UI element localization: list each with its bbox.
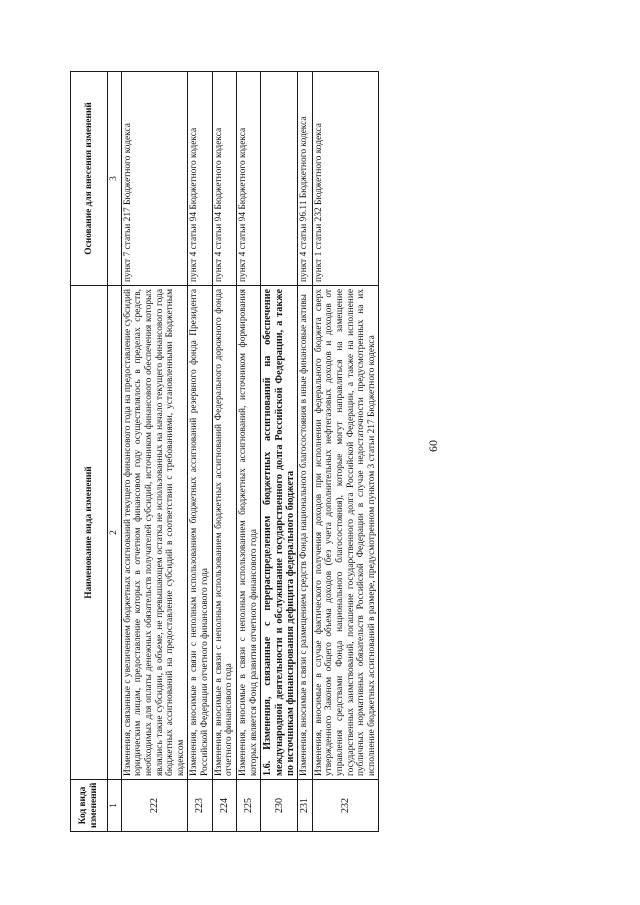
changes-table [70, 71, 379, 832]
row-name: Изменения, вносимые в связи с неполным использованием бюджетных ассигнований, источником формирования которых является Фонд развития отчетного финансового года [236, 286, 260, 780]
row-basis: пункт 4 статьи 94 Бюджетного кодекса [212, 72, 236, 286]
row-code: 225 [236, 780, 260, 832]
row-name: Изменения, вносимые в связи с размещением средств Фонда национального благосостояния в иные финансовые активы [298, 286, 312, 780]
row-name: Изменения, вносимые в связи с неполным использованием бюджетных ассигнований резервного фонда Президента Российской Федерации отчетного финансового года [188, 286, 212, 780]
section-heading: 1.6. Изменения, связанные с перераспределением бюджетных ассигнований на обеспечение международной деятельности и обслуживание государственного долга Российской Федерации, а также по источникам финансирования дефицита федерального бюджета [261, 286, 298, 780]
column-number: 1 [108, 780, 122, 832]
rotated-page-content [70, 72, 550, 832]
row-code: 222 [121, 780, 188, 832]
row-basis: пункт 1 статьи 232 Бюджетного кодекса [312, 72, 379, 286]
row-code: 223 [188, 780, 212, 832]
header-name: Наименование вида изменений [71, 286, 108, 780]
row-basis: пункт 7 статьи 217 Бюджетного кодекса [121, 72, 188, 286]
column-number: 2 [108, 286, 122, 780]
table-row [298, 72, 312, 832]
row-name: Изменения, связанные с увеличением бюджетных ассигнований текущего финансового года на предоставление субсидий юридическим лицам, предоставление которых в отчетном финансовом году осуществлялось в пределах средств, необходимых для оплаты денежных обязательств получателей субсидий, источником финансового обеспечения которых являлись такие субсидии, в объеме, не превышающем остатка не использованных на начало текущего финансового года бюджетных ассигнований на предоставление субсидий в соответствии с требованиями, установленными Бюджетным кодексом [121, 286, 188, 780]
column-number: 3 [108, 72, 122, 286]
row-basis: пункт 4 статьи 96.11 Бюджетного кодекса [298, 72, 312, 286]
table-row [188, 72, 212, 832]
table-header-row [71, 72, 108, 832]
row-basis: пункт 4 статьи 94 Бюджетного кодекса [236, 72, 260, 286]
row-code: 232 [312, 780, 379, 832]
table-row-section [261, 72, 298, 832]
row-basis: пункт 4 статьи 94 Бюджетного кодекса [188, 72, 212, 286]
row-code: 224 [212, 780, 236, 832]
table-row [312, 72, 379, 832]
row-code: 230 [261, 780, 298, 832]
page-number: 60 [426, 440, 440, 452]
table-row [121, 72, 188, 832]
table-row [212, 72, 236, 832]
row-code: 231 [298, 780, 312, 832]
column-number-row [108, 72, 122, 832]
row-basis [261, 72, 298, 286]
header-code: Код вида изменений [71, 780, 108, 832]
row-name: Изменения, вносимые в связи с неполным использованием бюджетных ассигнований Федерального дорожного фонда отчетного финансового года [212, 286, 236, 780]
table-row [236, 72, 260, 832]
row-name: Изменения, вносимые в случае фактического получения доходов при исполнении федерального бюджета сверх утвержденного Законом общего объема доходов (без учета дополнительных нефтегазовых доходов и доходов от управления средствами Фонда национального благосостояния), которые могут направляться на замещение государственных заимствований, погашение государственного долга Российской Федерации, а также на исполнение публичных нормативных обязательств Российской Федерации в случае недостаточности предусмотренных на их исполнение бюджетных ассигнований в размере, предусмотренном пунктом 3 статьи 217 Бюджетного кодекса [312, 286, 379, 780]
header-basis: Основание для внесения изменений [71, 72, 108, 286]
